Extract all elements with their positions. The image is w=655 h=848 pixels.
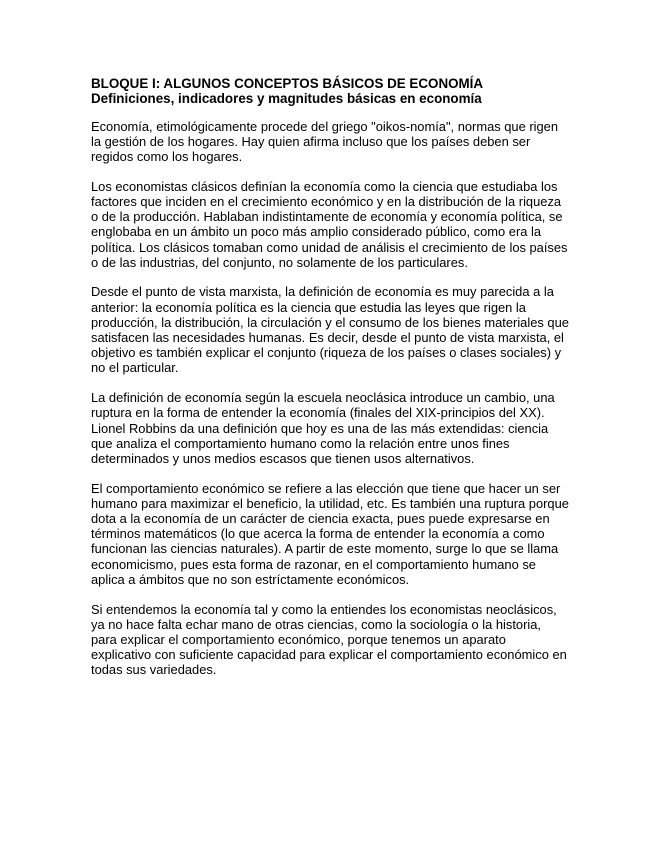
- document-page: [91, 76, 569, 692]
- paragraph-etymology: Economía, etimológicamente procede del griego "oikos-nomía", normas que rigen la gestión de los hogares. Hay quien afirma incluso que los países deben ser regidos como los hogares.: [91, 118, 559, 164]
- document-heading: BLOQUE I: ALGUNOS CONCEPTOS BÁSICOS DE ECONOMÍA Definiciones, indicadores y magnitudes básicas en economía: [91, 76, 483, 107]
- paragraph-marxist: Desde el punto de vista marxista, la definición de economía es muy parecida a la anterior: la economía política es la ciencia que estudia las leyes que rigen la producción, la distribución, la circulación y el consumo de los bienes materiales que satisfacen las necesidades humanas. Es decir, desde el punto de vista marxista, el objetivo es también explicar el conjunto (riqueza de los países o clases sociales) y no el particular.: [91, 284, 569, 376]
- paragraph-conclusion: Si entendemos la economía tal y como la entiendes los economistas neoclásicos, ya no hace falta echar mano de otras ciencias, como la sociología o la historia, para explicar el comportamiento económico, porque tenemos un aparato explicativo con suficiente capacidad para explicar el comportamiento económico en todas sus variedades.: [91, 601, 567, 678]
- paragraph-economic-behavior: El comportamiento económico se refiere a las elección que tiene que hacer un ser humano para maximizar el beneficio, la utilidad, etc. Es también una ruptura porque dota a la economía de un carácter de ciencia exacta, pues puede expresarse en términos matemáticos (lo que acerca la forma de entender la economía a como funcionan las ciencias naturales). A partir de este momento, surge lo que se llama economicismo, pues esta forma de razonar, en el comportamiento humano se aplica a ámbitos que no son estríctamente económicos.: [91, 480, 569, 587]
- paragraph-neoclassical: La definición de economía según la escuela neoclásica introduce un cambio, una ruptura en la forma de entender la economía (finales del XIX-principios del XX). Lionel Robbins da una definición que hoy es una de las más extendidas: ciencia que analiza el comportamiento humano como la relación entre unos fines determinados y unos medios escasos que tienen usos alternativos.: [91, 390, 555, 466]
- paragraph-classical: Los economistas clásicos definían la economía como la ciencia que estudiaba los factores que inciden en el crecimiento económico y en la distribución de la riqueza o de la producción. Hablaban indistintamente de economía y economía política, se englobaba en un ámbito un poco más amplio considerado público, como era la política. Los clásicos tomaban como unidad de análisis el crecimiento de los países o de las industrias, del conjunto, no solamente de los particulares.: [91, 178, 568, 270]
